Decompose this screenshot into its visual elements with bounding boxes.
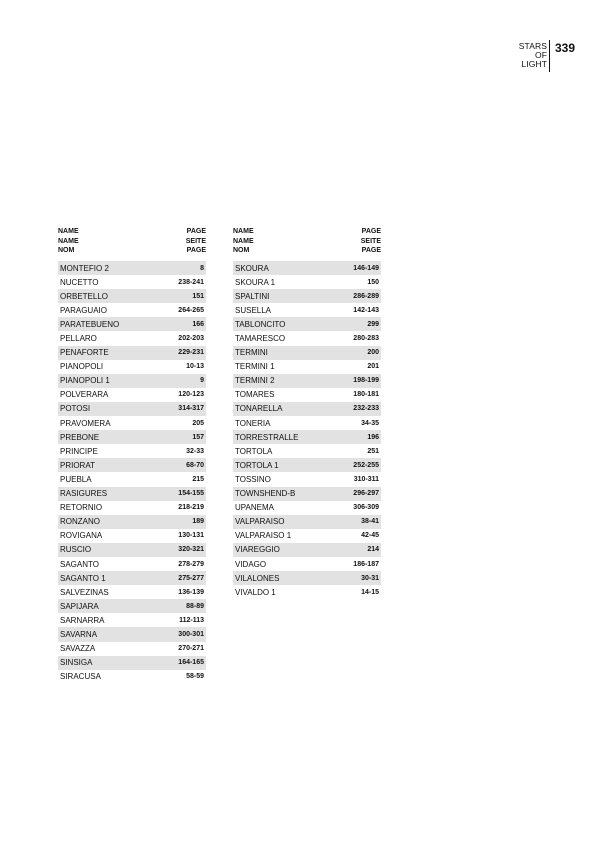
product-name: TORTOLA 1 <box>235 460 279 470</box>
page-ref: 286-289 <box>353 292 379 300</box>
product-name: VALPARAISO 1 <box>235 531 292 541</box>
page-ref: 166 <box>192 320 204 328</box>
product-name: TONERIA <box>235 418 271 428</box>
page-label: SEITE <box>360 237 381 245</box>
product-name: PELLARO <box>60 334 97 344</box>
page-ref: 275-277 <box>178 574 204 582</box>
product-name: TABLONCITO <box>235 319 286 329</box>
page-ref: 10-13 <box>186 363 204 371</box>
index-row <box>233 402 381 416</box>
column-header <box>58 227 206 257</box>
page-ref: 280-283 <box>353 335 379 343</box>
page-ref: 238-241 <box>178 278 204 286</box>
page-number: 339 <box>555 41 576 55</box>
page-ref: 14-15 <box>361 588 379 596</box>
column-header <box>233 227 381 257</box>
product-name: VALPARAISO <box>235 517 285 527</box>
product-name: SAGANTO 1 <box>60 573 106 583</box>
header-divider <box>549 40 550 72</box>
index-row <box>58 444 206 458</box>
product-name: SKOURA 1 <box>235 277 276 287</box>
index-row <box>58 656 206 670</box>
product-name: PIANOPOLI <box>60 362 104 372</box>
page-ref: 186-187 <box>353 560 379 568</box>
product-name: ORBETELLO <box>60 291 109 301</box>
page-ref: 300-301 <box>178 630 204 638</box>
page-ref: 201 <box>367 363 379 371</box>
page-ref: 30-31 <box>361 574 379 582</box>
page-ref: 32-33 <box>186 447 204 455</box>
product-name: PRINCIPE <box>60 446 98 456</box>
page-ref: 314-317 <box>178 405 204 413</box>
index-row <box>58 388 206 402</box>
name-label: NAME <box>58 237 79 245</box>
page-ref: 146-149 <box>353 264 379 272</box>
index-row <box>58 501 206 515</box>
name-header <box>58 227 79 257</box>
page-ref: 320-321 <box>178 546 204 554</box>
product-name: PRAVOMERA <box>60 418 111 428</box>
name-label: NAME <box>233 237 254 245</box>
product-name: SAGANTO <box>60 559 99 569</box>
product-name: SINSIGA <box>60 658 93 668</box>
index-row <box>233 360 381 374</box>
product-name: SKOURA <box>235 263 269 273</box>
index-row <box>58 261 206 275</box>
page-ref: 270-271 <box>178 645 204 653</box>
product-name: TORRESTRALLE <box>235 432 299 442</box>
page-ref: 157 <box>192 433 204 441</box>
product-name: SAVAZZA <box>60 644 96 654</box>
index-row <box>58 331 206 345</box>
product-name: PRIORAT <box>60 460 95 470</box>
index-row <box>58 670 206 684</box>
index-row <box>233 289 381 303</box>
index-row <box>58 557 206 571</box>
product-name: PIANOPOLI 1 <box>60 376 110 386</box>
index-row <box>233 571 381 585</box>
index-row <box>58 543 206 557</box>
index-row <box>233 261 381 275</box>
product-name: TOMARES <box>235 390 275 400</box>
index-row <box>233 388 381 402</box>
page-label: PAGE <box>186 228 206 235</box>
index-row <box>233 331 381 345</box>
index-row <box>233 543 381 557</box>
product-name: SALVEZINAS <box>60 587 109 597</box>
index-row <box>58 317 206 331</box>
index-row <box>58 571 206 585</box>
index-row <box>233 317 381 331</box>
index-row <box>233 444 381 458</box>
product-name: TOWNSHEND-B <box>235 489 296 499</box>
index-column-left <box>58 227 206 684</box>
page-ref: 252-255 <box>353 461 379 469</box>
page-ref: 196 <box>367 433 379 441</box>
page-ref: 164-165 <box>178 659 204 667</box>
page-ref: 189 <box>192 518 204 526</box>
product-name: TERMINI <box>235 348 268 358</box>
index-row <box>58 275 206 289</box>
product-name: MONTEFIO 2 <box>60 263 109 273</box>
index-row <box>58 402 206 416</box>
page-header <box>361 227 381 257</box>
index-row <box>233 501 381 515</box>
index-row <box>233 275 381 289</box>
index-row <box>58 360 206 374</box>
index-row <box>58 599 206 613</box>
page-ref: 278-279 <box>178 560 204 568</box>
index-row <box>58 585 206 599</box>
product-name: TAMARESCO <box>235 334 286 344</box>
product-name: PUEBLA <box>60 474 92 484</box>
index-list <box>233 261 381 599</box>
index-row <box>233 515 381 529</box>
page-ref: 296-297 <box>353 490 379 498</box>
index-row <box>58 416 206 430</box>
product-name: VIDAGO <box>235 559 267 569</box>
index-row <box>233 374 381 388</box>
page-ref: 120-123 <box>178 391 204 399</box>
product-name: TOSSINO <box>235 474 271 484</box>
product-name: VIAREGGIO <box>235 545 280 555</box>
brand-logo <box>507 42 547 69</box>
name-label: NOM <box>233 247 250 254</box>
product-name: PARAGUAIO <box>60 305 107 315</box>
index-row <box>233 557 381 571</box>
page-ref: 214 <box>367 546 379 554</box>
index-row <box>58 515 206 529</box>
page-ref: 154-155 <box>178 490 204 498</box>
page-ref: 151 <box>192 292 204 300</box>
index-row <box>233 585 381 599</box>
page-ref: 68-70 <box>186 461 204 469</box>
page-ref: 198-199 <box>353 377 379 385</box>
page-ref: 251 <box>367 447 379 455</box>
page-ref: 205 <box>192 419 204 427</box>
product-name: ROVIGANA <box>60 531 103 541</box>
index-column-right <box>233 227 381 599</box>
name-header <box>233 227 254 257</box>
page-ref: 8 <box>200 264 204 272</box>
brand-line: OF <box>534 50 547 60</box>
page-ref: 136-139 <box>178 588 204 596</box>
page-ref: 264-265 <box>178 306 204 314</box>
product-name: SUSELLA <box>235 305 272 315</box>
page-ref: 200 <box>367 349 379 357</box>
product-name: NUCETTO <box>60 277 99 287</box>
page-ref: 38-41 <box>361 518 379 526</box>
page-ref: 232-233 <box>353 405 379 413</box>
page-ref: 310-311 <box>353 475 379 483</box>
product-name: VILALONES <box>235 573 280 583</box>
page-label: SEITE <box>185 237 206 245</box>
product-name: TERMINI 1 <box>235 362 275 372</box>
page-ref: 42-45 <box>361 532 379 540</box>
index-row <box>233 472 381 486</box>
product-name: SARNARRA <box>60 615 105 625</box>
index-row <box>58 642 206 656</box>
product-name: RASIGURES <box>60 489 108 499</box>
page-label: PAGE <box>361 228 381 235</box>
index-row <box>58 487 206 501</box>
index-row <box>233 346 381 360</box>
index-row <box>58 374 206 388</box>
index-list <box>58 261 206 684</box>
product-name: SIRACUSA <box>60 672 101 682</box>
product-name: POTOSI <box>60 404 91 414</box>
page-label: PAGE <box>361 247 381 254</box>
index-row <box>58 303 206 317</box>
index-row <box>58 627 206 641</box>
page-header <box>186 227 206 257</box>
index-row <box>233 416 381 430</box>
name-label: NAME <box>233 228 254 235</box>
page-ref: 34-35 <box>361 419 379 427</box>
product-name: TERMINI 2 <box>235 376 275 386</box>
page-ref: 142-143 <box>353 306 379 314</box>
product-name: PENAFORTE <box>60 348 109 358</box>
page-ref: 215 <box>192 475 204 483</box>
product-name: VIVALDO 1 <box>235 587 276 597</box>
name-label: NOM <box>58 247 75 254</box>
page-ref: 299 <box>367 320 379 328</box>
page-label: PAGE <box>186 247 206 254</box>
index-row <box>233 529 381 543</box>
page-ref: 130-131 <box>178 532 204 540</box>
brand-line: LIGHT <box>521 59 547 69</box>
index-row <box>58 346 206 360</box>
product-name: TONARELLA <box>235 404 283 414</box>
page-ref: 229-231 <box>178 349 204 357</box>
product-name: PARATEBUENO <box>60 319 120 329</box>
index-row <box>58 289 206 303</box>
index-row <box>233 487 381 501</box>
index-row <box>58 529 206 543</box>
page-ref: 150 <box>367 278 379 286</box>
product-name: RONZANO <box>60 517 100 527</box>
index-row <box>58 430 206 444</box>
index-row <box>233 303 381 317</box>
page-ref: 88-89 <box>186 602 204 610</box>
page-ref: 112-113 <box>179 616 204 624</box>
product-name: SPALTINI <box>235 291 270 301</box>
page-ref: 306-309 <box>353 504 379 512</box>
index-row <box>58 458 206 472</box>
brand-line: STARS <box>518 41 547 51</box>
page-ref: 58-59 <box>186 673 204 681</box>
product-name: PREBONE <box>60 432 100 442</box>
page-ref: 202-203 <box>178 335 204 343</box>
page-ref: 218-219 <box>178 504 204 512</box>
index-row <box>233 430 381 444</box>
index-row <box>233 458 381 472</box>
product-name: SAVARNA <box>60 629 98 639</box>
product-name: RUSCIO <box>60 545 92 555</box>
product-name: POLVERARA <box>60 390 109 400</box>
product-name: TORTOLA <box>235 446 273 456</box>
product-name: RETORNIO <box>60 503 103 513</box>
product-name: SAPIJARA <box>60 601 99 611</box>
index-row <box>58 472 206 486</box>
product-name: UPANEMA <box>235 503 274 513</box>
page-ref: 9 <box>200 377 204 385</box>
page-ref: 180-181 <box>353 391 379 399</box>
name-label: NAME <box>58 228 79 235</box>
index-row <box>58 613 206 627</box>
